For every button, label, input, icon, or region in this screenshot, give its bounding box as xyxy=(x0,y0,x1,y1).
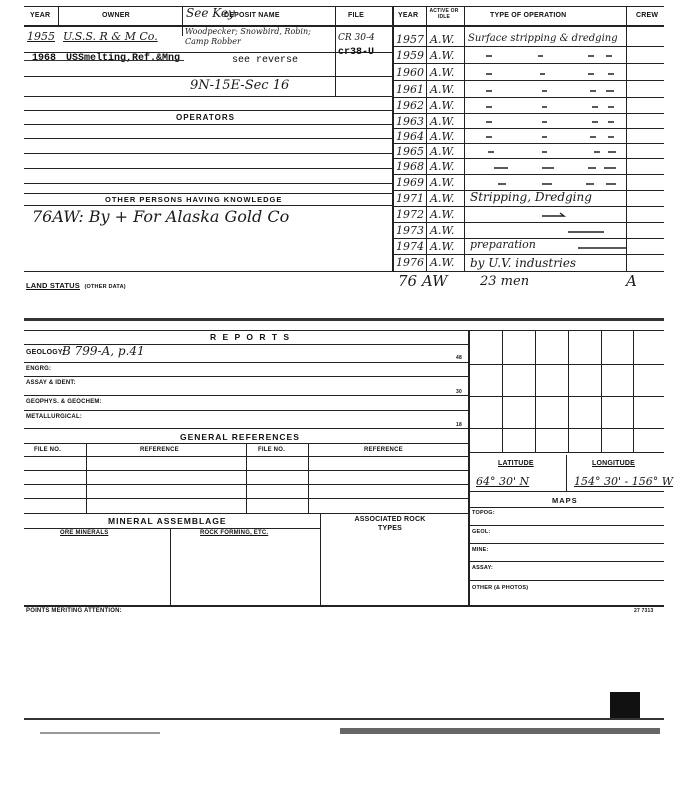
metallurgical-number: 18 xyxy=(456,422,462,428)
maps-title: MAPS xyxy=(552,496,578,505)
metallurgical-label: METALLURGICAL: xyxy=(26,414,83,420)
activity-year: 1971 xyxy=(396,192,424,205)
deposit-name-stamp: See Key xyxy=(186,6,235,20)
geophys-label: GEOPHYS. & GEOCHEM: xyxy=(26,399,102,405)
assay-ident-label: ASSAY & IDENT: xyxy=(26,380,76,386)
activity-status: A.W. xyxy=(430,115,455,128)
activity-status: A.W. xyxy=(430,145,455,158)
geology-number: 48 xyxy=(456,355,462,361)
bottom-crew-entry: 23 men xyxy=(480,274,530,289)
activity-year: 1960 xyxy=(396,66,424,79)
maps-topog: TOPOG: xyxy=(472,510,495,516)
activity-status: A.W. xyxy=(430,66,455,79)
activity-status: A.W. xyxy=(430,130,455,143)
activity-year: 1961 xyxy=(396,83,424,96)
owner-1-year: 1955 xyxy=(27,30,55,43)
activity-year: 1968 xyxy=(396,160,424,173)
points-meriting-attention-label: POINTS MERITING ATTENTION: xyxy=(26,608,122,614)
activity-operation: by U.V. industries xyxy=(470,256,577,270)
activity-year: 1962 xyxy=(396,99,424,112)
gr-reference-2: REFERENCE xyxy=(364,447,403,453)
rock-forming-label: ROCK FORMING, ETC. xyxy=(200,530,269,536)
mineral-assemblage-title: MINERAL ASSEMBLAGE xyxy=(108,516,227,526)
longitude-label: LONGITUDE xyxy=(592,460,636,467)
activity-status: A.W. xyxy=(430,240,455,253)
activity-year: 1973 xyxy=(396,224,424,237)
activity-status: A.W. xyxy=(430,192,455,205)
crew-header: CREW xyxy=(636,12,659,19)
activity-year: 1976 xyxy=(396,256,424,269)
bottom-tail-entry: A xyxy=(626,272,637,290)
activity-status: A.W. xyxy=(430,99,455,112)
geology-value: B 799-A, p.41 xyxy=(62,344,145,358)
maps-geol: GEOL: xyxy=(472,529,491,535)
assay-number: 30 xyxy=(456,389,462,395)
activity-year: 1965 xyxy=(396,145,424,158)
geology-label: GEOLOGY: xyxy=(26,349,65,356)
file-header: FILE xyxy=(348,12,364,19)
activity-status: A.W. xyxy=(430,49,455,62)
latitude-label: LATITUDE xyxy=(498,460,534,467)
activity-year: 1957 xyxy=(396,33,424,46)
activity-year: 1969 xyxy=(396,176,424,189)
engrg-label: ENGRG: xyxy=(26,366,52,372)
ditto-marks xyxy=(468,46,626,256)
activity-year: 1964 xyxy=(396,130,424,143)
activity-status: A.W. xyxy=(430,208,455,221)
activity-status: A.W. xyxy=(430,160,455,173)
type-of-operation-header: TYPE OF OPERATION xyxy=(490,12,567,19)
gr-file-no-1: FILE NO. xyxy=(34,447,61,453)
year2-header: YEAR xyxy=(398,12,419,19)
owner-2-year: 1968 xyxy=(32,53,57,64)
ore-minerals-label: ORE MINERALS xyxy=(60,530,109,536)
activity-year: 1972 xyxy=(396,208,424,221)
activity-operation: Surface stripping & dredging xyxy=(468,33,618,44)
location-entry: 9N-15E-Sec 16 xyxy=(190,78,290,93)
activity-year: 1974 xyxy=(396,240,424,253)
bottom-status-entry: 76 AW xyxy=(398,272,448,290)
owner-header: OWNER xyxy=(102,12,130,19)
land-status xyxy=(26,275,126,293)
other-persons-entry: 76AW: By + For Alaska Gold Co xyxy=(32,207,290,226)
associated-rock-types-label: ASSOCIATED ROCK TYPES xyxy=(354,516,426,532)
year-header: YEAR xyxy=(30,12,51,19)
form-code: 27 7313 xyxy=(634,608,654,614)
activity-status: A.W. xyxy=(430,256,455,269)
longitude-value: 154° 30' - 156° W xyxy=(574,475,674,488)
general-references-title: GENERAL REFERENCES xyxy=(180,432,300,442)
reports-title: R E P O R T S xyxy=(210,332,292,342)
owner-1-file: CR 30-4 xyxy=(338,33,375,43)
activity-status: A.W. xyxy=(430,176,455,189)
activity-status: A.W. xyxy=(430,83,455,96)
owner-2-name: USSmelting,Ref.&Mng xyxy=(66,53,181,64)
scan-artifact-block xyxy=(610,692,640,720)
owner-2-file: cr38-U xyxy=(338,47,375,58)
activity-operation: Stripping, Dredging xyxy=(470,190,592,204)
owner-2-deposit: see reverse xyxy=(232,55,299,66)
gr-reference-1: REFERENCE xyxy=(140,447,179,453)
activity-year: 1959 xyxy=(396,49,424,62)
owner-1-name: U.S.S. R & M Co. xyxy=(63,30,158,43)
maps-other: OTHER (& PHOTOS) xyxy=(472,585,529,591)
operators-label: OPERATORS xyxy=(176,113,235,122)
activity-status: A.W. xyxy=(430,33,455,46)
maps-mine: MINE: xyxy=(472,547,489,553)
maps-assay: ASSAY: xyxy=(472,565,494,571)
owner-1-deposit: Woodpecker; Snowbird, Robin; Camp Robber xyxy=(185,27,311,46)
activity-year: 1963 xyxy=(396,115,424,128)
active-idle-header: ACTIVE OR IDLE xyxy=(429,8,459,20)
gr-file-no-2: FILE NO. xyxy=(258,447,285,453)
activity-operation: preparation xyxy=(470,238,536,251)
other-persons-label: OTHER PERSONS HAVING KNOWLEDGE xyxy=(105,195,283,204)
land-status-sublabel: (OTHER DATA) xyxy=(84,284,126,290)
activity-status: A.W. xyxy=(430,224,455,237)
land-status-label: LAND STATUS xyxy=(26,281,81,290)
latitude-value: 64° 30' N xyxy=(476,475,530,488)
deposit-name-header: DEPOSIT NAME xyxy=(224,12,280,19)
